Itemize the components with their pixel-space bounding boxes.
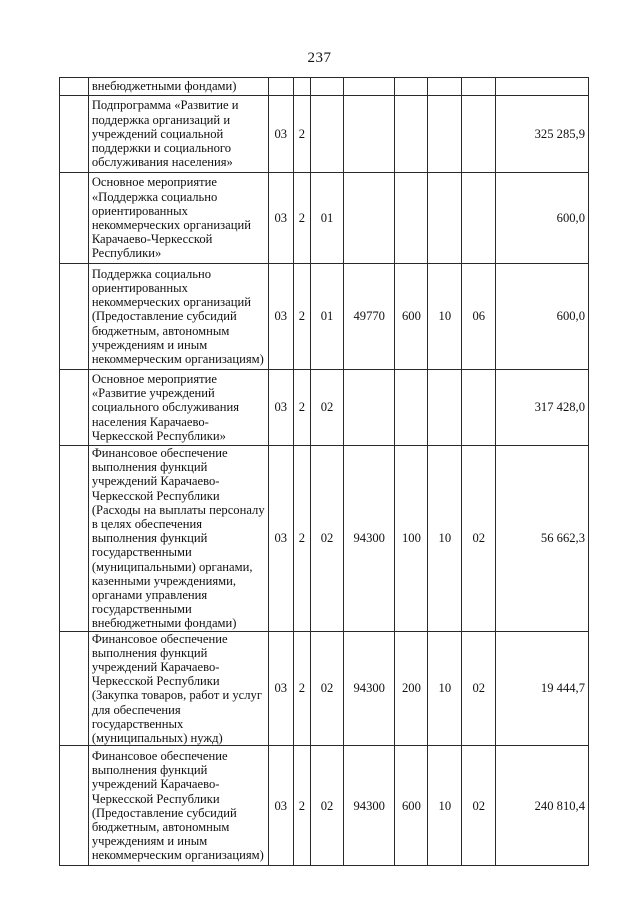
row-index-cell: [60, 631, 89, 746]
row-index-cell: [60, 173, 89, 264]
activity-code-cell: 02: [311, 631, 344, 746]
item-name-cell: Финансовое обеспечение выполнения функций учреждений Карачаево-Черкесской Республики (Предоставление субсидий бюджетным, автономным учреждениям и иным некоммерческим организациям): [88, 746, 268, 866]
expense-type-cell: [395, 173, 428, 264]
expense-type-cell: 600: [395, 746, 428, 866]
item-name-cell: Основное мероприятие «Поддержка социально ориентированных некоммерческих организаций Карачаево-Черкесской Республики»: [88, 173, 268, 264]
subprogram-code-cell: 2: [293, 96, 310, 173]
program-code-cell: 03: [268, 96, 293, 173]
amount-cell: 240 810,4: [496, 746, 589, 866]
section-cell: [428, 173, 462, 264]
table-row: [60, 631, 589, 746]
item-name-cell: Финансовое обеспечение выполнения функций учреждений Карачаево-Черкесской Республики (Расходы на выплаты персоналу в целях обеспечения выполнения функций государственными (муниципальными) органами, казенными учреждениями, органами управления государственными внебюджетными фондами): [88, 446, 268, 632]
direction-code-cell: [344, 173, 395, 264]
amount-cell: 317 428,0: [496, 370, 589, 446]
subsection-cell: [462, 370, 496, 446]
page-number: 237: [307, 50, 332, 66]
row-index-cell: [60, 96, 89, 173]
program-code-cell: 03: [268, 631, 293, 746]
row-index-cell: [60, 370, 89, 446]
section-cell: [428, 78, 462, 96]
subsection-cell: [462, 173, 496, 264]
direction-code-cell: [344, 370, 395, 446]
expense-type-cell: [395, 370, 428, 446]
subsection-cell: 06: [462, 264, 496, 370]
activity-code-cell: [311, 96, 344, 173]
subsection-cell: [462, 96, 496, 173]
row-index-cell: [60, 746, 89, 866]
table-row: [60, 78, 589, 96]
row-index-cell: [60, 78, 89, 96]
subprogram-code-cell: 2: [293, 746, 310, 866]
amount-cell: [496, 78, 589, 96]
activity-code-cell: 01: [311, 173, 344, 264]
table-row: [60, 173, 589, 264]
subprogram-code-cell: 2: [293, 446, 310, 632]
amount-cell: 56 662,3: [496, 446, 589, 632]
budget-table: [59, 77, 589, 866]
activity-code-cell: 01: [311, 264, 344, 370]
program-code-cell: [268, 78, 293, 96]
row-index-cell: [60, 446, 89, 632]
activity-code-cell: 02: [311, 370, 344, 446]
table-row: [60, 370, 589, 446]
direction-code-cell: 49770: [344, 264, 395, 370]
amount-cell: 19 444,7: [496, 631, 589, 746]
direction-code-cell: [344, 96, 395, 173]
subprogram-code-cell: 2: [293, 370, 310, 446]
table-row: [60, 96, 589, 173]
subprogram-code-cell: 2: [293, 264, 310, 370]
subprogram-code-cell: 2: [293, 631, 310, 746]
item-name-cell: Финансовое обеспечение выполнения функций учреждений Карачаево-Черкесской Республики (Закупка товаров, работ и услуг для обеспечения государственных (муниципальных) нужд): [88, 631, 268, 746]
direction-code-cell: [344, 78, 395, 96]
expense-type-cell: [395, 96, 428, 173]
expense-type-cell: 200: [395, 631, 428, 746]
expense-type-cell: 100: [395, 446, 428, 632]
table-row: [60, 264, 589, 370]
section-cell: [428, 96, 462, 173]
section-cell: 10: [428, 746, 462, 866]
program-code-cell: 03: [268, 264, 293, 370]
section-cell: 10: [428, 631, 462, 746]
direction-code-cell: 94300: [344, 446, 395, 632]
program-code-cell: 03: [268, 746, 293, 866]
activity-code-cell: 02: [311, 446, 344, 632]
subsection-cell: 02: [462, 446, 496, 632]
amount-cell: 600,0: [496, 264, 589, 370]
subprogram-code-cell: 2: [293, 173, 310, 264]
section-cell: 10: [428, 446, 462, 632]
amount-cell: 325 285,9: [496, 96, 589, 173]
program-code-cell: 03: [268, 370, 293, 446]
expense-type-cell: 600: [395, 264, 428, 370]
activity-code-cell: [311, 78, 344, 96]
item-name-cell: Основное мероприятие «Развитие учреждений социального обслуживания населения Карачаево-Черкесской Республики»: [88, 370, 268, 446]
expense-type-cell: [395, 78, 428, 96]
amount-cell: 600,0: [496, 173, 589, 264]
program-code-cell: 03: [268, 173, 293, 264]
section-cell: 10: [428, 264, 462, 370]
direction-code-cell: 94300: [344, 746, 395, 866]
direction-code-cell: 94300: [344, 631, 395, 746]
program-code-cell: 03: [268, 446, 293, 632]
section-cell: [428, 370, 462, 446]
item-name-cell: Поддержка социально ориентированных некоммерческих организаций (Предоставление субсидий бюджетным, автономным учреждениям и иным некоммерческим организациям): [88, 264, 268, 370]
subsection-cell: 02: [462, 746, 496, 866]
item-name-cell: Подпрограмма «Развитие и поддержка организаций и учреждений социальной поддержки и социального обслуживания населения»: [88, 96, 268, 173]
subsection-cell: 02: [462, 631, 496, 746]
subprogram-code-cell: [293, 78, 310, 96]
subsection-cell: [462, 78, 496, 96]
row-index-cell: [60, 264, 89, 370]
table-row: [60, 446, 589, 632]
activity-code-cell: 02: [311, 746, 344, 866]
table-row: [60, 746, 589, 866]
item-name-cell: внебюджетными фондами): [88, 78, 268, 96]
